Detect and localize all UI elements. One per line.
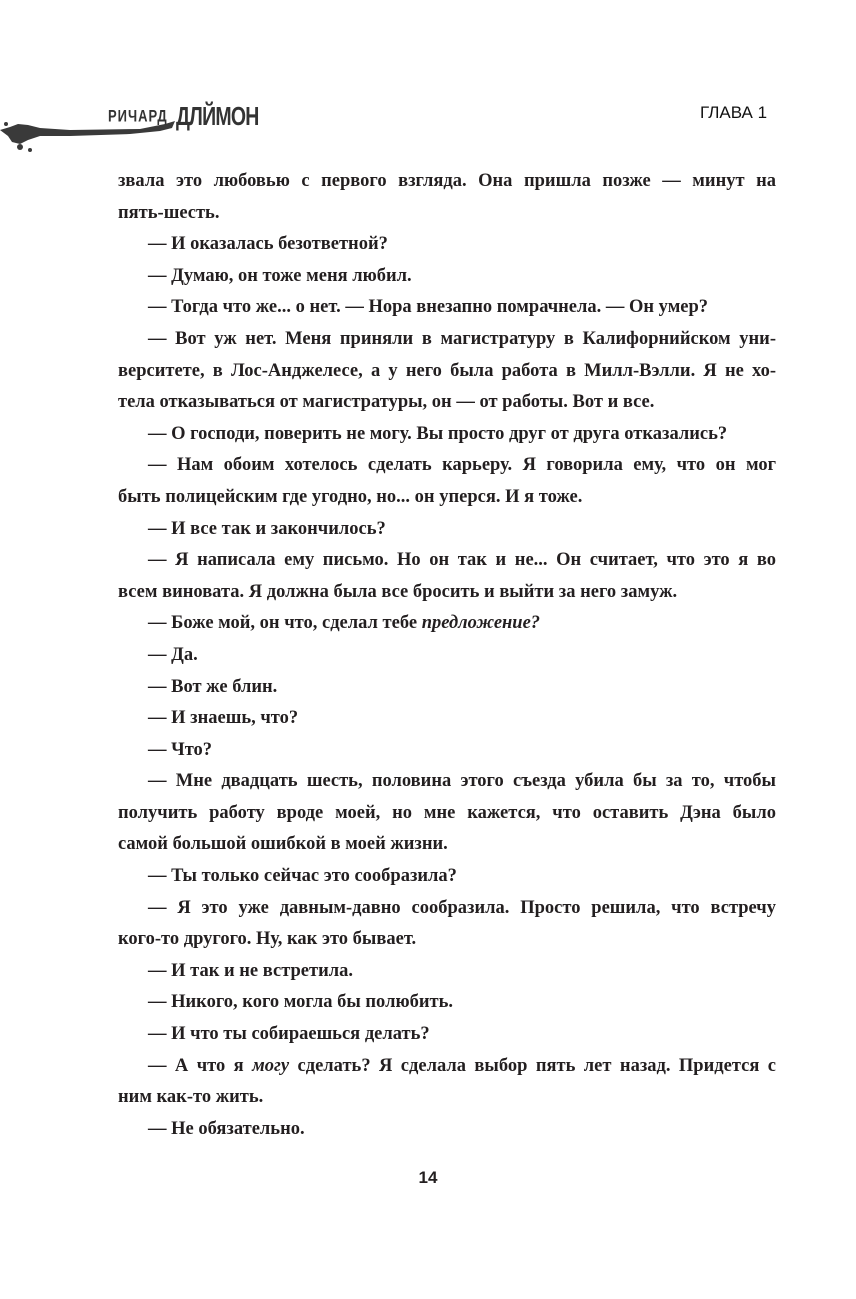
text-line: — Я написала ему письмо. Но он так и не... Он считает, что это я во [148, 550, 776, 571]
text-line: — Я это уже давным-давно сообразила. Просто решила, что встречу [148, 897, 776, 918]
text-line: — Мне двадцать шесть, половина этого съезда убила бы за то, чтобы [148, 771, 776, 792]
text-line: — И что ты собираешься делать? [148, 1024, 430, 1045]
emphasis-text: могу [252, 1055, 290, 1076]
text-line: — Что? [148, 739, 213, 760]
text-segment: — Боже мой, он что, сделал тебе [148, 613, 422, 634]
page-number: 14 [418, 1168, 438, 1187]
author-last-name: ДЛЙМОН [176, 101, 259, 131]
text-line: — И так и не встретила. [148, 960, 354, 981]
author-first-name: РИЧАРД [108, 105, 168, 126]
text-line: тела отказываться от магистратуры, он — от работы. Вот и все. [118, 392, 655, 413]
text-line: — Никого, кого могла бы полюбить. [148, 992, 453, 1013]
text-line: — Вот же блин. [148, 676, 278, 697]
text-segment: — А что я [148, 1055, 253, 1076]
text-line: — И оказалась безответной? [148, 234, 388, 255]
text-line: ним как-то жить. [118, 1087, 264, 1108]
text-line: — Вот уж нет. Меня приняли в магистратуру в Калифорнийском уни- [148, 328, 776, 349]
text-line [118, 1051, 776, 1083]
text-line: — Тогда что же... о нет. — Нора внезапно помрачнела. — Он умер? [148, 297, 709, 318]
text-line: звала это любовью с первого взгляда. Она пришла позже — минут на [118, 171, 776, 191]
text-line: кого-то другого. Ну, как это бывает. [118, 929, 417, 950]
text-line: — Не обязательно. [148, 1118, 305, 1139]
emphasis-text: предложение? [421, 613, 541, 634]
text-line: быть полицейским где угодно, но... он уперся. И я тоже. [118, 486, 583, 507]
text-line: — Ты только сейчас это сообразила? [148, 866, 457, 887]
text-line: — О господи, поверить не могу. Вы просто друг от друга отказались? [148, 423, 728, 444]
body-text [118, 166, 776, 1145]
chapter-heading: ГЛАВА 1 [700, 103, 768, 122]
text-line: самой большой ошибкой в моей жизни. [118, 834, 448, 855]
text-segment: сделать? Я сделала выбор пять лет назад. Придется с [289, 1055, 776, 1076]
text-line: — Да. [148, 644, 198, 665]
text-line: пять-шесть. [118, 202, 220, 223]
text-line: — И знаешь, что? [148, 708, 299, 729]
text-line [118, 608, 776, 640]
text-line: всем виновата. Я должна была все бросить и выйти за него замуж. [118, 581, 678, 602]
text-line: верситете, в Лос-Анджелесе, а у него была работа в Милл-Вэлли. Я не хо- [118, 360, 776, 381]
text-line: — Думаю, он тоже меня любил. [148, 265, 412, 286]
text-line: получить работу вроде моей, но мне кажется, что оставить Дэна было [118, 802, 776, 823]
text-line: — И все так и закончилось? [148, 518, 386, 539]
text-line: — Нам обоим хотелось сделать карьеру. Я говорила ему, что он мог [148, 455, 776, 476]
